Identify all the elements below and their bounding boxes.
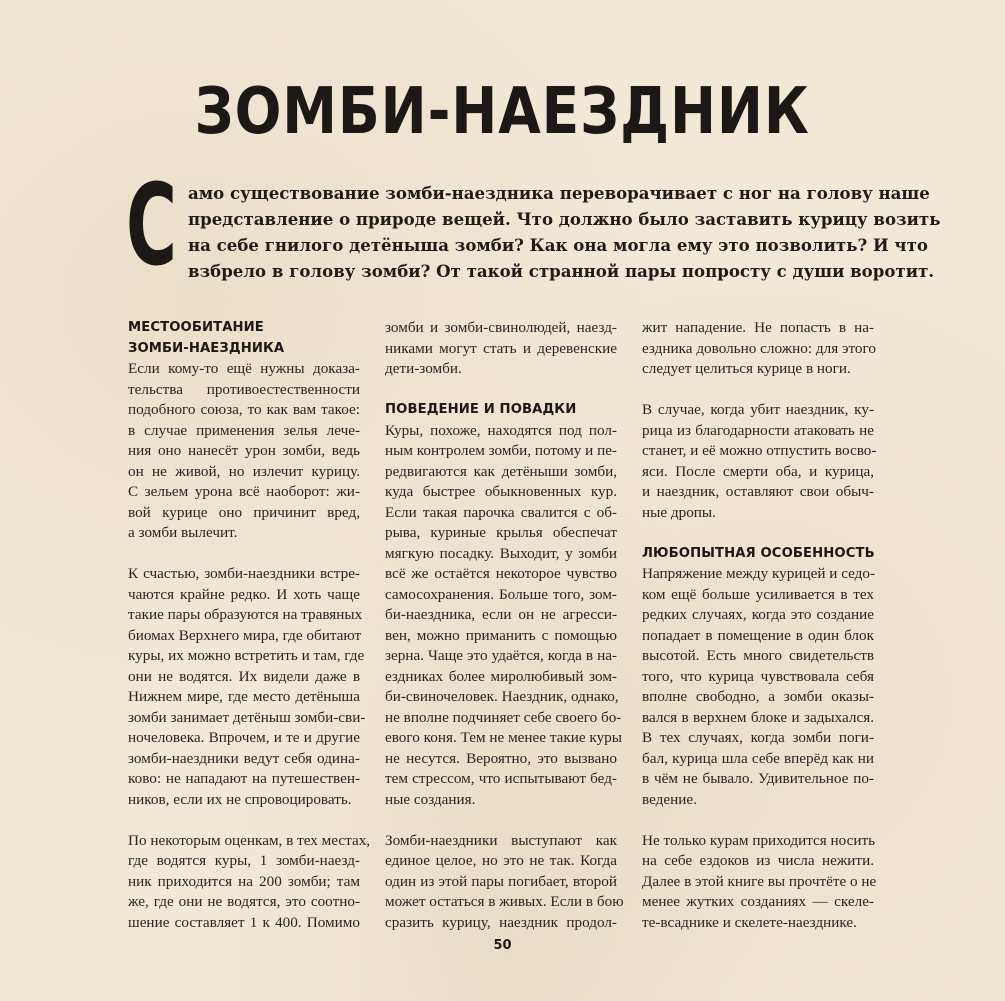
text-line: такие пары образуются на травяных <box>128 606 363 623</box>
text-line: редвигаются как детёныши зомби, <box>385 462 617 480</box>
text-line: Зомби-наездники выступают как <box>385 831 617 849</box>
text-line: куда быстрее обыкновенных кур. <box>385 483 617 500</box>
text-line: вался в верхнем блоке и задыхался. <box>642 708 874 726</box>
text-line: ников, если их не спровоцировать. <box>128 790 352 808</box>
text-line: Если такая парочка свалится с об- <box>385 503 617 521</box>
text-line: ния оно нанесёт урон зомби, ведь <box>128 442 360 459</box>
text-line: зомби и зомби-свинолюдей, наезд- <box>385 319 617 336</box>
text-line: ком ещё больше усиливается в тех <box>642 585 874 603</box>
text-line: Далее в этой книге вы прочтёте о не <box>642 872 877 890</box>
text-line: зерна. Чаще это удаётся, когда в на- <box>385 647 617 664</box>
text-line: менее жутких созданиях — скеле- <box>642 893 874 910</box>
text-line: В тех случаях, когда зомби поги- <box>642 729 874 746</box>
lead-line: амо существование зомби-наездника переворачивает с ног на голову наше <box>188 183 930 203</box>
text-line: По некоторым оценкам, в тех местах, <box>128 831 371 849</box>
text-line: ник приходится на 200 зомби; там <box>128 872 360 890</box>
text-line: а зомби вылечит. <box>128 524 238 541</box>
text-line: на себе ездоков из числа нежити. <box>642 852 874 869</box>
text-line: вен, можно приманить с помощью <box>385 626 617 644</box>
text-line: Нижнем мире, где место детёныша <box>128 688 360 705</box>
text-line: вполне свободно, а зомби оказы- <box>642 688 874 705</box>
paragraph <box>642 564 874 810</box>
paragraph <box>385 318 617 380</box>
text-line: бал, курица шла себе вперёд как ни <box>642 749 874 767</box>
text-line: дети-зомби. <box>385 360 462 377</box>
text-line: ные дропы. <box>642 503 716 521</box>
drop-cap: С <box>126 161 177 291</box>
text-line: те-всаднике и скелете-наезднике. <box>642 913 857 931</box>
text-line: станет, и её можно отпустить восво- <box>642 442 877 459</box>
lead-line: взбрело в голову зомби? От такой странной пары попросту с души воротит. <box>188 261 935 281</box>
section-heading-curious-feature: ЛЮБОПЫТНАЯ ОСОБЕННОСТЬ <box>642 545 875 561</box>
text-line: би-свиночеловек. Наездник, однако, <box>385 688 619 705</box>
text-line: зомби-наездники ведут себя одина- <box>128 749 360 767</box>
text-line: редких случаях, когда это создание <box>642 606 874 623</box>
text-line: евого коня. Тем не менее такие куры <box>385 729 622 746</box>
text-line: тем стрессом, что испытывают бед- <box>385 770 617 787</box>
text-line: же, где они не водятся, это соотно- <box>128 893 360 910</box>
text-line: ково: не нападают на путешествен- <box>128 770 360 787</box>
text-line: он не живой, но излечит курицу. <box>128 462 360 480</box>
text-line: самосохранения. Больше того, зом- <box>385 585 617 603</box>
text-line: ные создания. <box>385 790 476 808</box>
text-line: шение составляет 1 к 400. Помимо <box>128 913 360 931</box>
section-heading-habitat: МЕСТООБИТАНИЕ <box>128 320 264 335</box>
column-1 <box>128 318 371 933</box>
paragraph <box>642 400 877 523</box>
text-line: подобного союза, то как вам такое: <box>128 401 360 418</box>
text-line: где водятся куры, 1 зомби-наезд- <box>128 852 360 869</box>
text-line: мягкую посадку. Выходит, у зомби <box>385 544 617 562</box>
page-title: ЗОМБИ-НАЕЗДНИК <box>194 75 810 149</box>
text-line: рица из благодарности атаковать не <box>642 421 874 439</box>
paragraph <box>642 318 874 380</box>
text-line: единое целое, но это не так. Когда <box>385 852 617 869</box>
text-line: С зельем урона всё наоборот: жи- <box>128 483 360 500</box>
lead-paragraph <box>188 180 941 284</box>
text-line: ночеловека. Впрочем, и те и другие <box>128 729 360 746</box>
column-2 <box>385 318 624 933</box>
text-line: в случае применения зелья лече- <box>128 421 360 439</box>
column-3 <box>642 318 877 933</box>
text-line: один из этой пары погибает, второй <box>385 872 617 890</box>
text-line: следует целиться курице в ноги. <box>642 360 851 377</box>
text-line: ездника довольно сложно: для этого <box>642 339 876 357</box>
text-line: никами могут стать и деревенские <box>385 339 617 357</box>
text-line: они не водятся. Их видели даже в <box>128 667 360 685</box>
text-line: жит нападение. Не попасть в на- <box>642 319 874 336</box>
paragraph <box>128 359 360 544</box>
page-number: 50 <box>493 938 512 953</box>
text-line: Куры, похоже, находятся под пол- <box>385 421 617 439</box>
text-line: в чём не бывало. Удивительное по- <box>642 770 874 787</box>
text-line: биомах Верхнего мира, где обитают <box>128 626 362 644</box>
text-line: всё же остаётся некоторое чувство <box>385 565 617 582</box>
paragraph <box>642 831 877 934</box>
text-line: яси. После смерти оба, и курица, <box>642 462 874 480</box>
text-line: сразить курицу, наездник продол- <box>385 913 617 931</box>
text-line: ведение. <box>642 790 697 808</box>
paragraph <box>128 564 366 810</box>
text-line: би-наездника, если он не агресси- <box>385 606 617 623</box>
paragraph <box>385 421 622 811</box>
text-line: не несутся. Вероятно, это вызвано <box>385 749 617 767</box>
text-line: К счастью, зомби-наездники встре- <box>128 565 360 582</box>
text-line: чаются крайне редко. И хоть чаще <box>128 585 360 603</box>
lead-line: представление о природе вещей. Что должно было заставить курицу возить <box>188 209 941 229</box>
paragraph <box>385 831 624 934</box>
lead-line: на себе гнилого детёныша зомби? Как она могла ему это позволить? И что <box>188 235 928 255</box>
text-line: ездниках более миролюбивый зом- <box>385 667 617 685</box>
text-line: попадает в помещение в один блок <box>642 626 874 644</box>
text-line: ным контролем зомби, потому и пе- <box>385 442 617 459</box>
text-line: того, что курица чувствовала себя <box>642 667 874 685</box>
text-line: может остаться в живых. Если в бою <box>385 893 624 910</box>
text-line: не вполне подчиняет себе своего бо- <box>385 708 622 726</box>
text-line: Не только курам приходится носить <box>642 831 876 849</box>
text-line: вой курице оно причинит вред, <box>128 503 360 521</box>
text-line: Если кому-то ещё нужны доказа- <box>128 360 360 377</box>
text-line: куры, их можно встретить и там, где <box>128 647 365 664</box>
section-heading-behavior: ПОВЕДЕНИЕ И ПОВАДКИ <box>385 402 577 417</box>
paragraph <box>128 831 371 934</box>
text-line: зомби занимает детёныш зомби-сви- <box>128 708 366 726</box>
text-line: тельства противоестественности <box>128 380 360 398</box>
text-line: и наездник, оставляют свои обыч- <box>642 483 874 500</box>
text-line: В случае, когда убит наездник, ку- <box>642 401 874 418</box>
text-line: рыва, куриные крылья обеспечат <box>385 524 617 541</box>
text-line: Напряжение между курицей и седо- <box>642 565 876 582</box>
section-heading-habitat-line2: ЗОМБИ-НАЕЗДНИКА <box>128 340 285 356</box>
text-line: высотой. Есть много свидетельств <box>642 647 874 664</box>
